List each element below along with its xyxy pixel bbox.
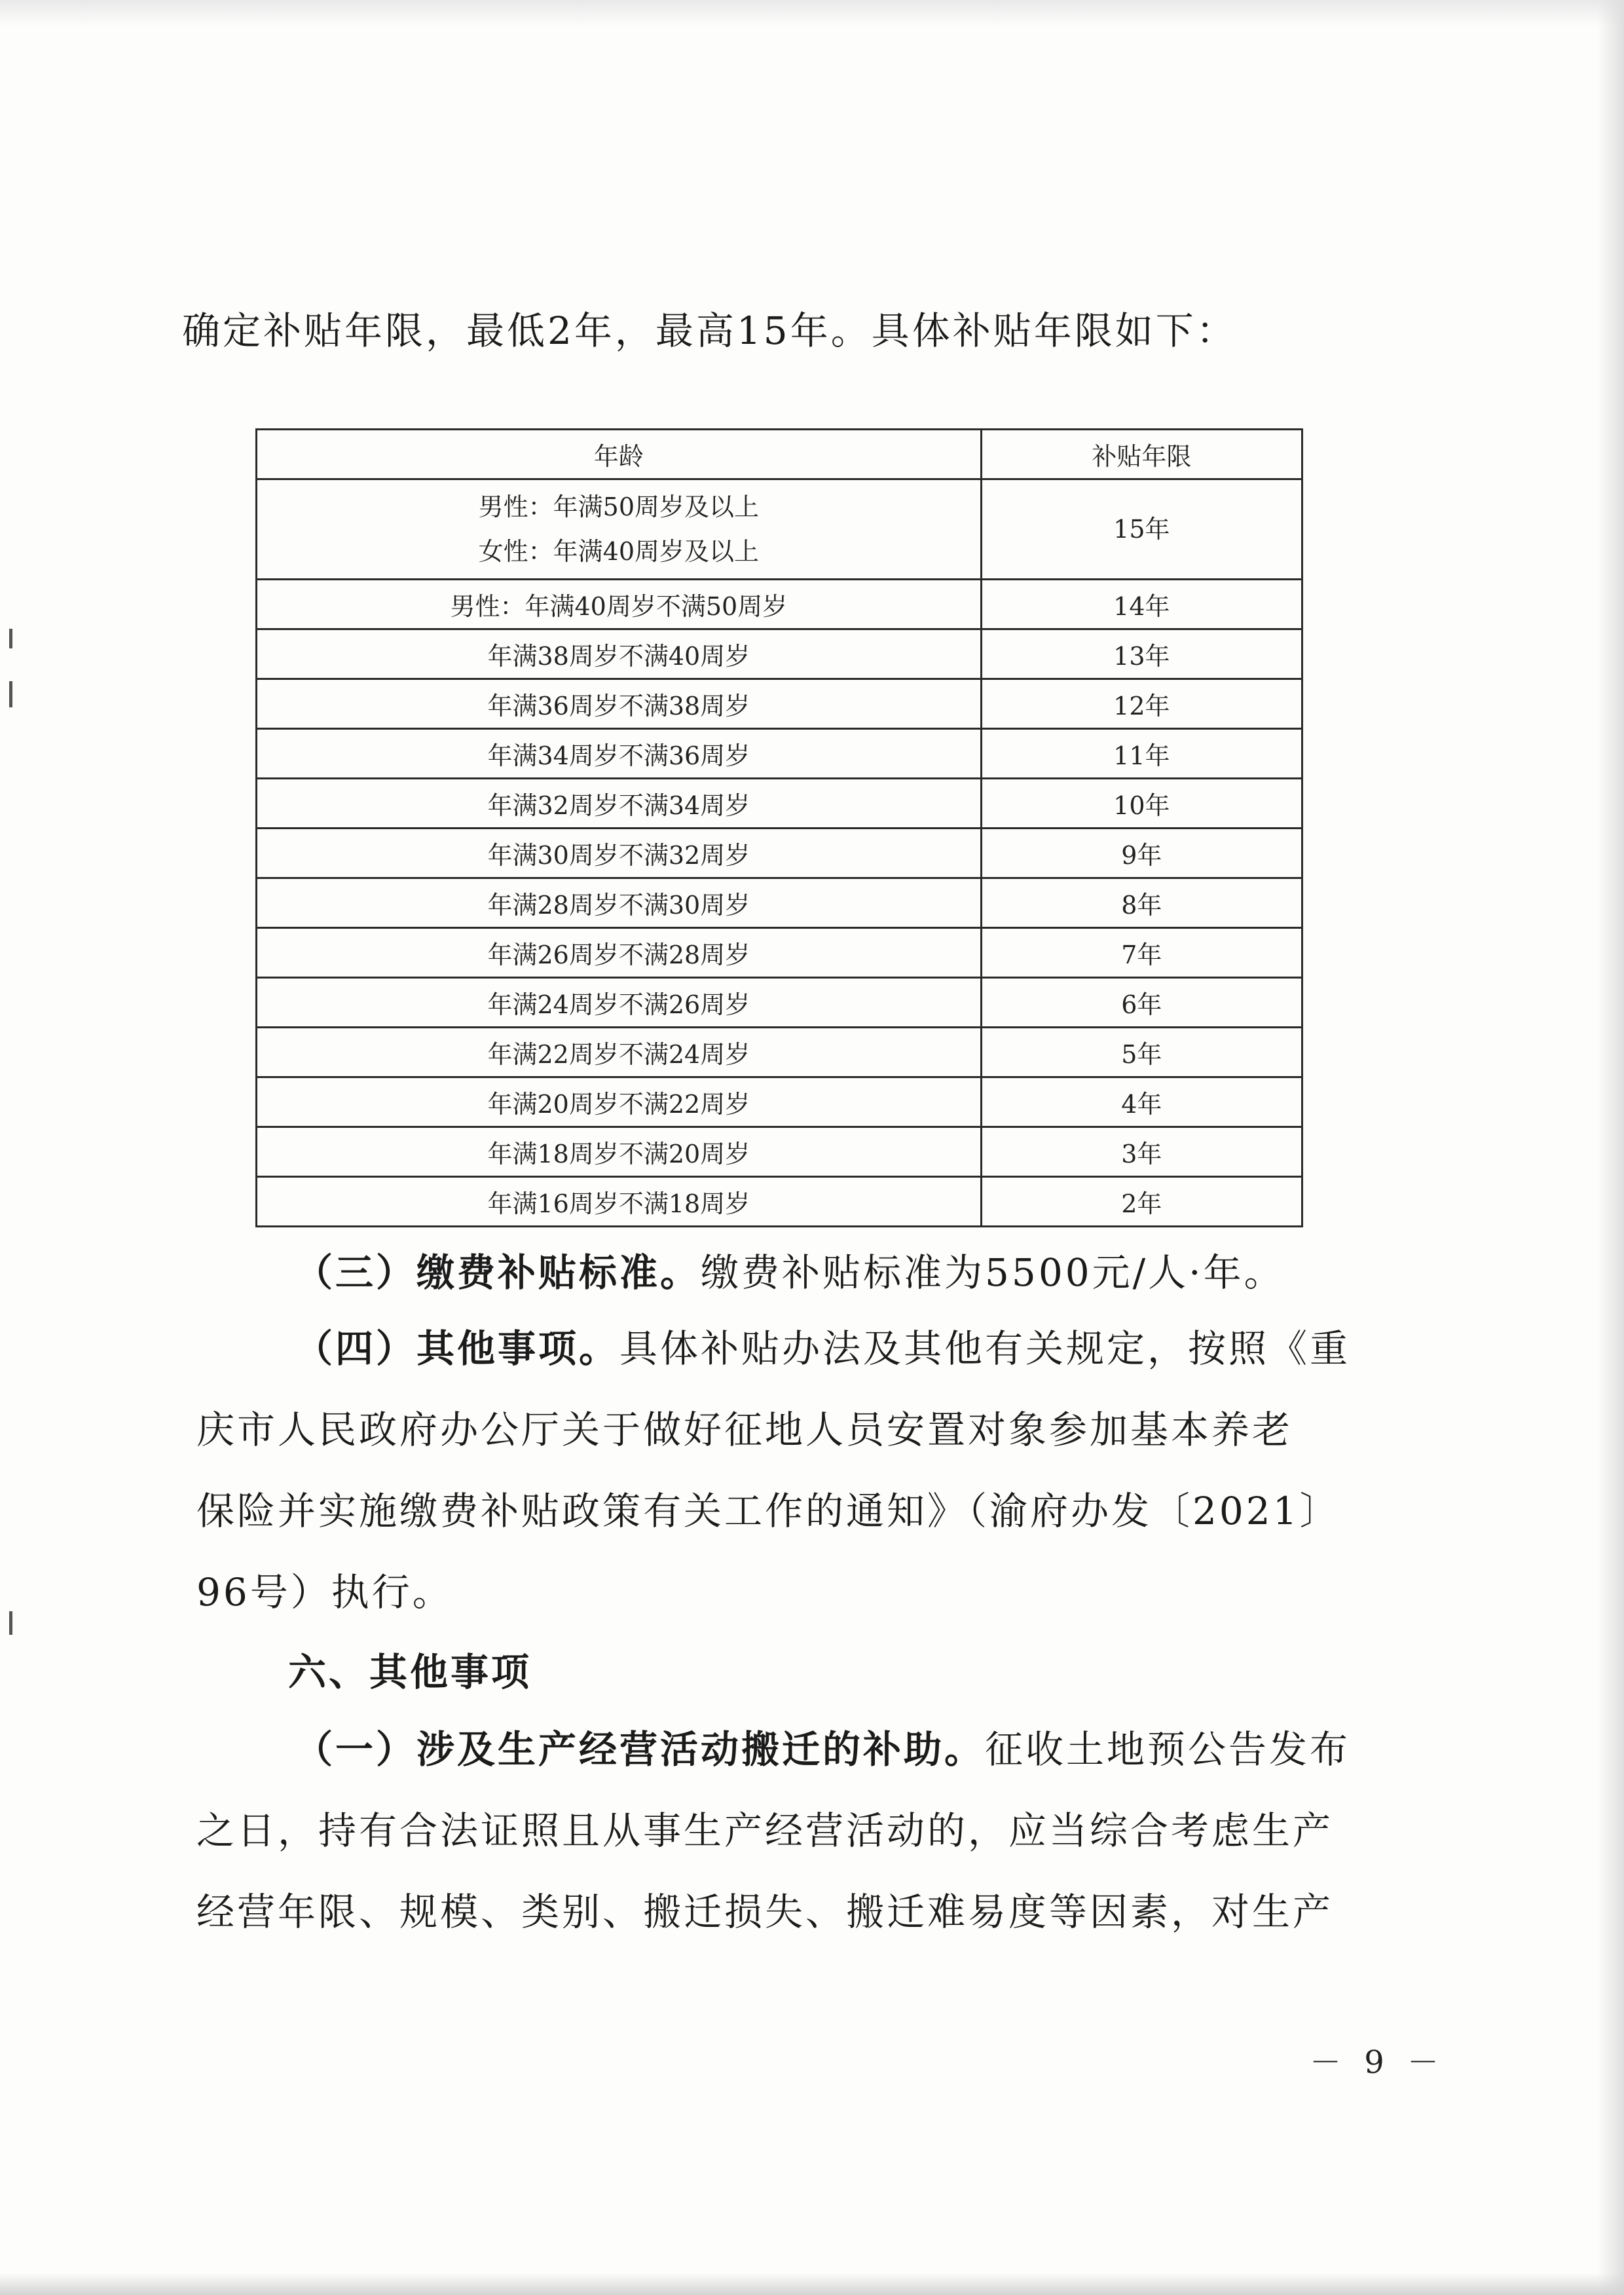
table-row — [257, 479, 1302, 580]
years-cell: 2年 — [981, 1177, 1302, 1227]
table-row — [257, 878, 1302, 928]
table-row — [257, 1077, 1302, 1127]
section-4-line-3: 保险并实施缴费补贴政策有关工作的通知》（渝府办发〔2021〕 — [196, 1489, 1340, 1533]
age-cell: 年满18周岁不满20周岁 — [257, 1127, 982, 1177]
age-cell: 年满30周岁不满32周岁 — [257, 829, 982, 878]
scan-shadow-top — [0, 0, 1624, 26]
years-cell: 9年 — [981, 829, 1302, 878]
age-cell: 年满38周岁不满40周岁 — [257, 629, 982, 679]
table-row — [257, 1127, 1302, 1177]
age-cell: 年满36周岁不满38周岁 — [257, 679, 982, 729]
scan-margin-mark — [9, 629, 12, 648]
section-4-line-4: 96号）执行。 — [196, 1570, 453, 1614]
section-3-paragraph — [295, 1250, 1285, 1295]
page-number: － 9 － — [1310, 2044, 1446, 2081]
intro-paragraph: 确定补贴年限，最低2年，最高15年。具体补贴年限如下： — [182, 308, 1237, 353]
section-3-text: 缴费补贴标准为5500元/人·年。 — [701, 1250, 1285, 1295]
scan-shadow-right — [1598, 0, 1624, 2295]
age-cell: 年满26周岁不满28周岁 — [257, 928, 982, 978]
years-cell: 15年 — [981, 479, 1302, 580]
scan-margin-mark — [9, 681, 12, 707]
age-cell: 年满20周岁不满22周岁 — [257, 1077, 982, 1127]
years-cell: 4年 — [981, 1077, 1302, 1127]
section-3-heading: （三）缴费补贴标准。 — [295, 1250, 701, 1295]
section-six-heading: 六、其他事项 — [288, 1650, 532, 1694]
table-header-row — [257, 430, 1302, 479]
section-6-1-line-2: 之日，持有合法证照且从事生产经营活动的，应当综合考虑生产 — [196, 1808, 1334, 1853]
years-cell: 3年 — [981, 1127, 1302, 1177]
age-cell: 年满34周岁不满36周岁 — [257, 729, 982, 779]
table-row — [257, 829, 1302, 878]
years-cell: 7年 — [981, 928, 1302, 978]
header-age: 年龄 — [257, 430, 982, 479]
header-subsidy-years: 补贴年限 — [981, 430, 1302, 479]
years-cell: 5年 — [981, 1028, 1302, 1077]
age-cell: 男性：年满40周岁不满50周岁 — [257, 580, 982, 629]
table-row — [257, 629, 1302, 679]
years-cell: 14年 — [981, 580, 1302, 629]
table-row — [257, 978, 1302, 1028]
table-row — [257, 580, 1302, 629]
section-6-1-line-3: 经营年限、规模、类别、搬迁损失、搬迁难易度等因素，对生产 — [196, 1890, 1334, 1934]
table-row — [257, 1028, 1302, 1077]
age-cell: 年满24周岁不满26周岁 — [257, 978, 982, 1028]
subsidy-years-table — [255, 428, 1303, 1227]
scan-shadow-bottom — [0, 2273, 1624, 2295]
section-6-1-text-start: 征收土地预公告发布 — [985, 1727, 1351, 1772]
age-cell: 年满22周岁不满24周岁 — [257, 1028, 982, 1077]
age-cell — [257, 479, 982, 580]
table-row — [257, 779, 1302, 829]
table-row — [257, 679, 1302, 729]
age-cell: 年满28周岁不满30周岁 — [257, 878, 982, 928]
table-row — [257, 928, 1302, 978]
years-cell: 12年 — [981, 679, 1302, 729]
table-row — [257, 729, 1302, 779]
age-cell: 年满16周岁不满18周岁 — [257, 1177, 982, 1227]
scan-margin-mark — [9, 1611, 12, 1635]
years-cell: 8年 — [981, 878, 1302, 928]
years-cell: 11年 — [981, 729, 1302, 779]
section-6-1-heading: （一）涉及生产经营活动搬迁的补助。 — [295, 1727, 986, 1772]
section-6-1-line-1 — [295, 1727, 1351, 1772]
age-line-female: 女性：年满40周岁及以上 — [478, 537, 760, 566]
section-4-line-1 — [295, 1326, 1351, 1371]
table-row — [257, 1177, 1302, 1227]
years-cell: 13年 — [981, 629, 1302, 679]
section-4-heading: （四）其他事项。 — [295, 1326, 620, 1371]
years-cell: 10年 — [981, 779, 1302, 829]
section-4-line-2: 庆市人民政府办公厅关于做好征地人员安置对象参加基本养老 — [196, 1408, 1293, 1452]
age-line-male: 男性：年满50周岁及以上 — [478, 493, 760, 521]
years-cell: 6年 — [981, 978, 1302, 1028]
age-cell: 年满32周岁不满34周岁 — [257, 779, 982, 829]
section-4-text-start: 具体补贴办法及其他有关规定，按照《重 — [619, 1326, 1351, 1371]
